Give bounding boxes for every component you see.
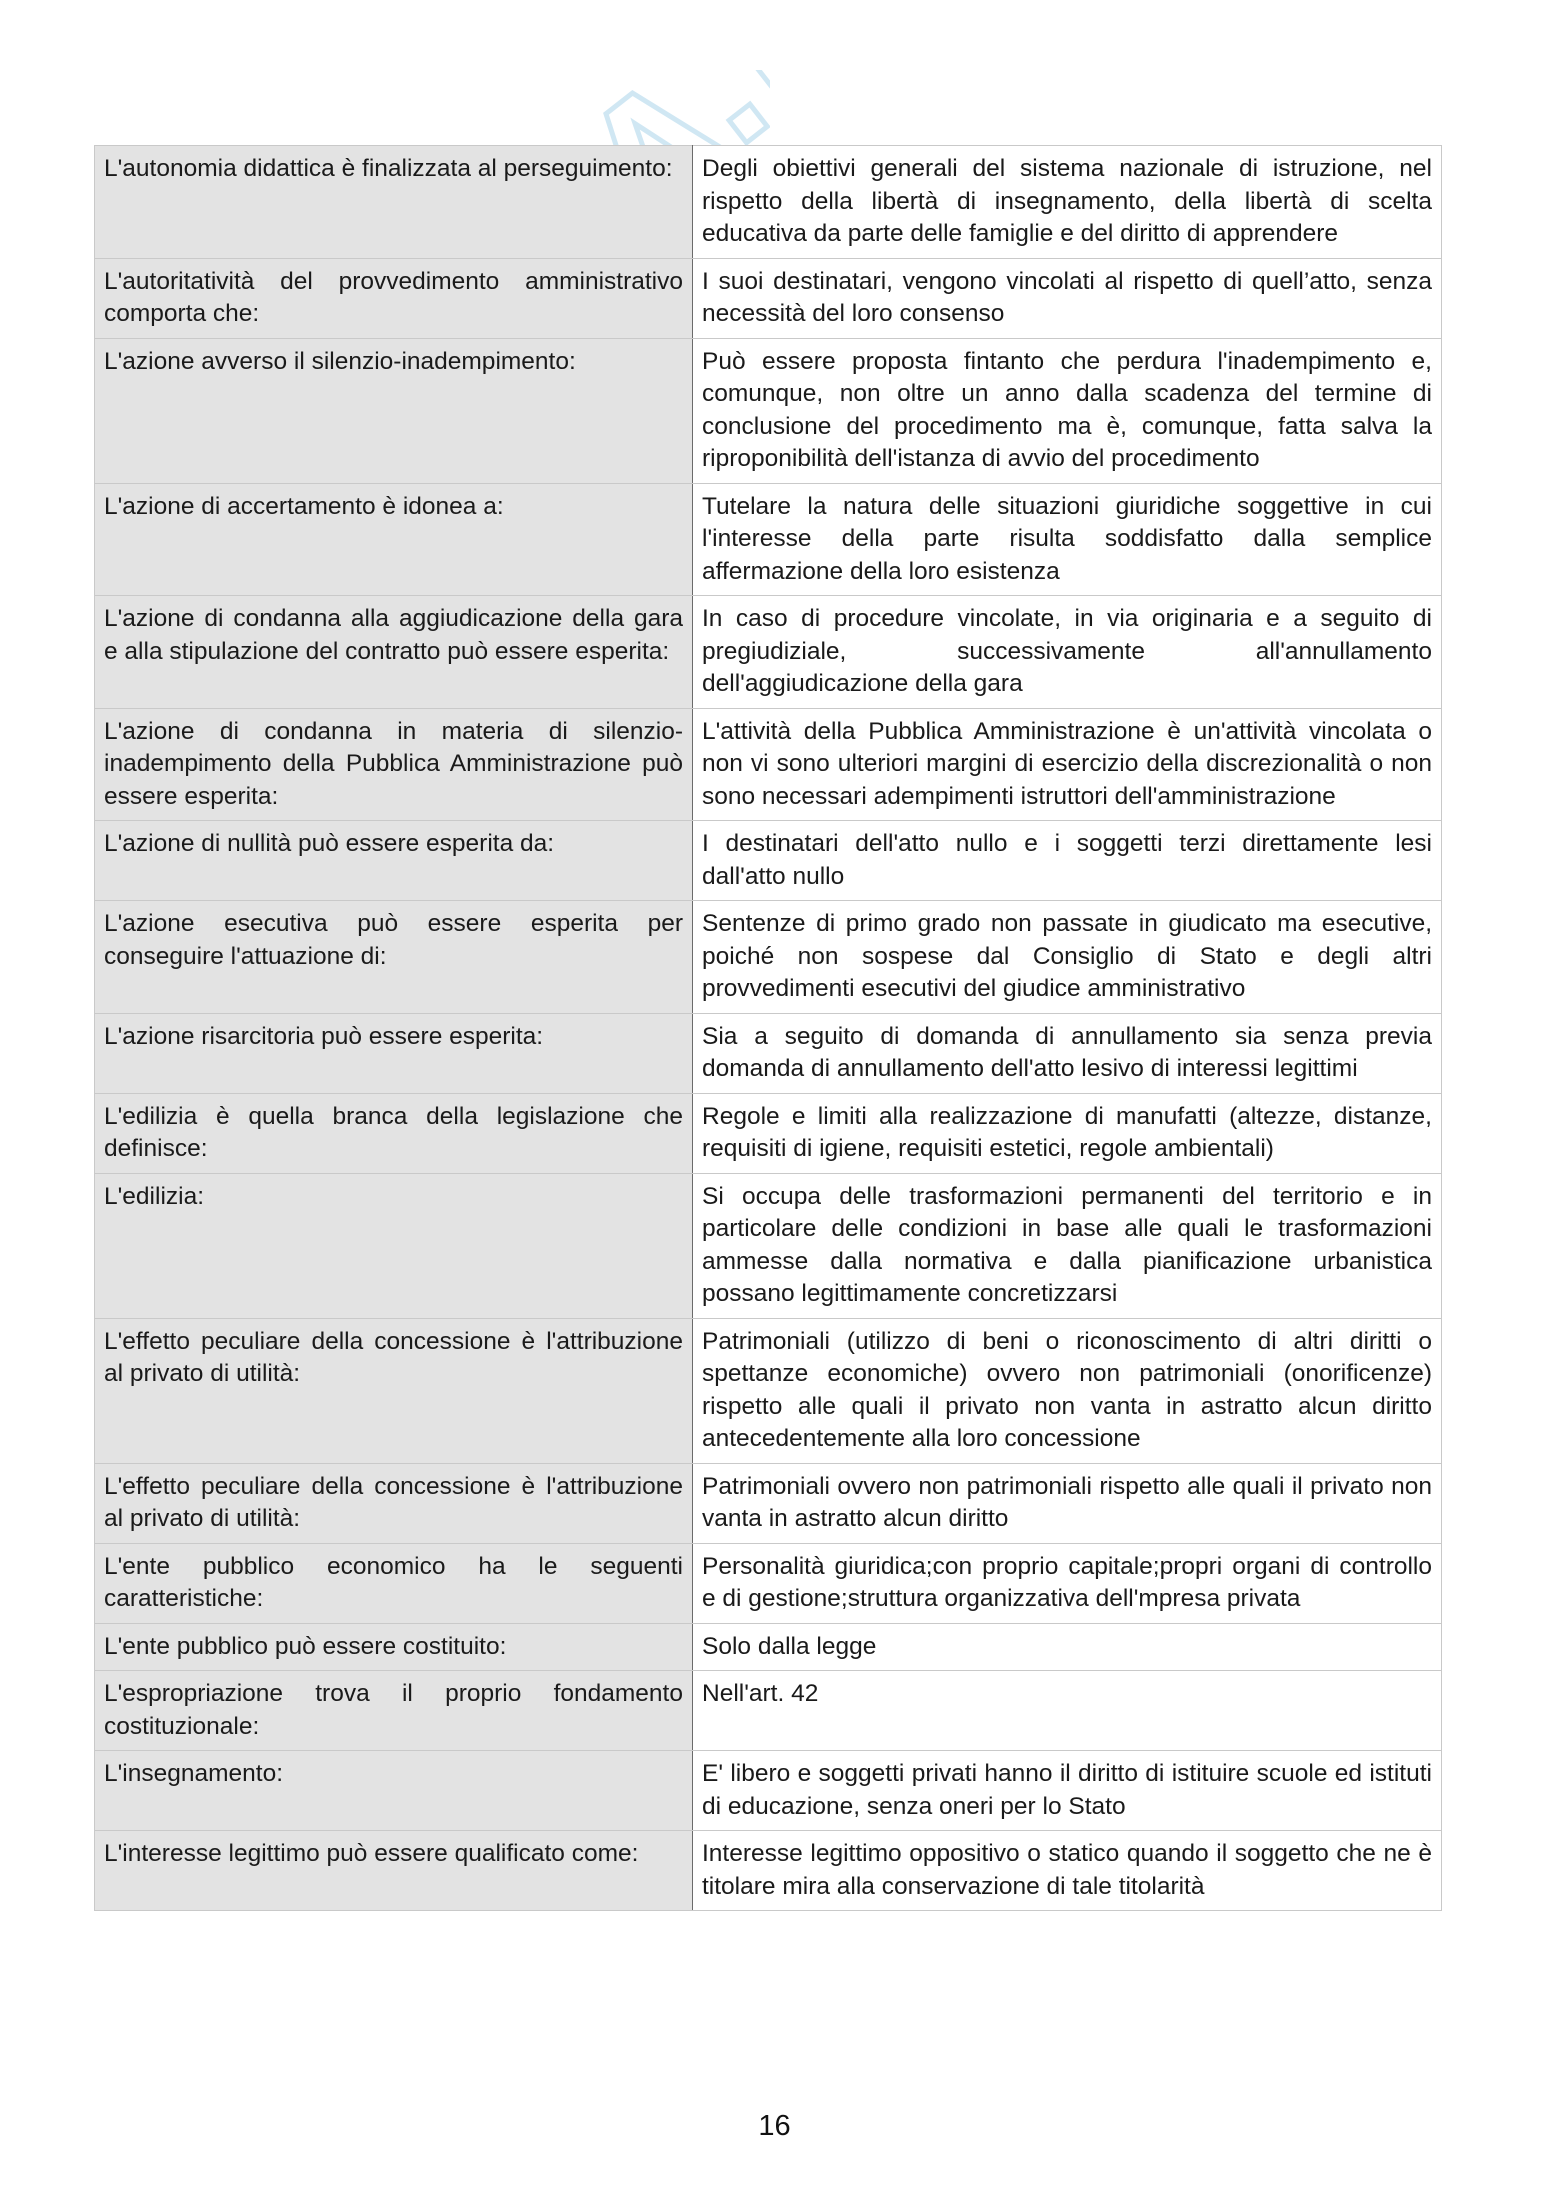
question-cell: L'azione di accertamento è idonea a: bbox=[95, 483, 693, 596]
table-row bbox=[95, 821, 1442, 901]
question-cell: L'edilizia: bbox=[95, 1173, 693, 1318]
table-row bbox=[95, 708, 1442, 821]
question-cell: L'effetto peculiare della concessione è l'attribuzione al privato di utilità: bbox=[95, 1318, 693, 1463]
table-row bbox=[95, 338, 1442, 483]
table-row bbox=[95, 1543, 1442, 1623]
table-row bbox=[95, 596, 1442, 709]
answer-cell: Tutelare la natura delle situazioni giuridiche soggettive in cui l'interesse della parte risulta soddisfatto dalla semplice affermazione della loro esistenza bbox=[693, 483, 1442, 596]
table-row bbox=[95, 1173, 1442, 1318]
table-row bbox=[95, 1831, 1442, 1911]
table-row bbox=[95, 1318, 1442, 1463]
question-cell: L'espropriazione trova il proprio fondamento costituzionale: bbox=[95, 1671, 693, 1751]
answer-cell: Personalità giuridica;con proprio capitale;propri organi di controllo e di gestione;struttura organizzativa dell'mpresa privata bbox=[693, 1543, 1442, 1623]
table-row bbox=[95, 146, 1442, 259]
answer-cell: Si occupa delle trasformazioni permanenti del territorio e in particolare delle condizioni in base alle quali le trasformazioni ammesse dalla normativa e dalla pianificazione urbanistica possano legittimamente concretizzarsi bbox=[693, 1173, 1442, 1318]
table-row bbox=[95, 1463, 1442, 1543]
answer-cell: Patrimoniali (utilizzo di beni o riconoscimento di altri diritti o spettanze economiche) ovvero non patrimoniali (onorificenze) rispetto alle quali il privato non vanta in astratto alcun diritto antecedentemente alla loro concessione bbox=[693, 1318, 1442, 1463]
table-row bbox=[95, 1093, 1442, 1173]
question-cell: L'azione avverso il silenzio-inadempimento: bbox=[95, 338, 693, 483]
question-cell: L'effetto peculiare della concessione è l'attribuzione al privato di utilità: bbox=[95, 1463, 693, 1543]
answer-cell: I destinatari dell'atto nullo e i soggetti terzi direttamente lesi dall'atto nullo bbox=[693, 821, 1442, 901]
table-row bbox=[95, 1623, 1442, 1671]
answer-cell: Sia a seguito di domanda di annullamento sia senza previa domanda di annullamento dell'atto lesivo di interessi legittimi bbox=[693, 1013, 1442, 1093]
table-row bbox=[95, 1751, 1442, 1831]
answer-cell: In caso di procedure vincolate, in via originaria e a seguito di pregiudiziale, successivamente all'annullamento dell'aggiudicazione della gara bbox=[693, 596, 1442, 709]
answer-cell: Nell'art. 42 bbox=[693, 1671, 1442, 1751]
table-row bbox=[95, 901, 1442, 1014]
question-cell: L'autonomia didattica è finalizzata al perseguimento: bbox=[95, 146, 693, 259]
question-cell: L'azione di condanna in materia di silenzio-inadempimento della Pubblica Amministrazione può essere esperita: bbox=[95, 708, 693, 821]
answer-cell: Patrimoniali ovvero non patrimoniali rispetto alle quali il privato non vanta in astratto alcun diritto bbox=[693, 1463, 1442, 1543]
table-row bbox=[95, 483, 1442, 596]
answer-cell: Solo dalla legge bbox=[693, 1623, 1442, 1671]
question-cell: L'azione risarcitoria può essere esperita: bbox=[95, 1013, 693, 1093]
answer-cell: Regole e limiti alla realizzazione di manufatti (altezze, distanze, requisiti di igiene, requisiti estetici, regole ambientali) bbox=[693, 1093, 1442, 1173]
question-cell: L'edilizia è quella branca della legislazione che definisce: bbox=[95, 1093, 693, 1173]
table-row bbox=[95, 1013, 1442, 1093]
answer-cell: E' libero e soggetti privati hanno il diritto di istituire scuole ed istituti di educazione, senza oneri per lo Stato bbox=[693, 1751, 1442, 1831]
answer-cell: Degli obiettivi generali del sistema nazionale di istruzione, nel rispetto della libertà di insegnamento, della libertà di scelta educativa da parte delle famiglie e del diritto di apprendere bbox=[693, 146, 1442, 259]
page-number: 16 bbox=[758, 2110, 791, 2142]
answer-cell: Può essere proposta fintanto che perdura l'inadempimento e, comunque, non oltre un anno dalla scadenza del termine di conclusione del procedimento ma è, comunque, fatta salva la riproponibilità dell'istanza di avvio del procedimento bbox=[693, 338, 1442, 483]
answer-cell: Interesse legittimo oppositivo o statico quando il soggetto che ne è titolare mira alla conservazione di tale titolarità bbox=[693, 1831, 1442, 1911]
table-row bbox=[95, 258, 1442, 338]
question-cell: L'ente pubblico può essere costituito: bbox=[95, 1623, 693, 1671]
question-cell: L'insegnamento: bbox=[95, 1751, 693, 1831]
question-cell: L'ente pubblico economico ha le seguenti caratteristiche: bbox=[95, 1543, 693, 1623]
table-row bbox=[95, 1671, 1442, 1751]
question-cell: L'azione di condanna alla aggiudicazione della gara e alla stipulazione del contratto può essere esperita: bbox=[95, 596, 693, 709]
answer-cell: L'attività della Pubblica Amministrazione è un'attività vincolata o non vi sono ulteriori margini di esercizio della discrezionalità o non sono necessari adempimenti istruttori dell'amministrazione bbox=[693, 708, 1442, 821]
question-cell: L'autoritatività del provvedimento amministrativo comporta che: bbox=[95, 258, 693, 338]
answer-cell: I suoi destinatari, vengono vincolati al rispetto di quell’atto, senza necessità del loro consenso bbox=[693, 258, 1442, 338]
qa-table-body bbox=[95, 146, 1442, 1911]
qa-table bbox=[94, 145, 1442, 1911]
question-cell: L'azione di nullità può essere esperita da: bbox=[95, 821, 693, 901]
question-cell: L'interesse legittimo può essere qualificato come: bbox=[95, 1831, 693, 1911]
answer-cell: Sentenze di primo grado non passate in giudicato ma esecutive, poiché non sospese dal Consiglio di Stato e degli altri provvedimenti esecutivi del giudice amministrativo bbox=[693, 901, 1442, 1014]
question-cell: L'azione esecutiva può essere esperita per conseguire l'attuazione di: bbox=[95, 901, 693, 1014]
